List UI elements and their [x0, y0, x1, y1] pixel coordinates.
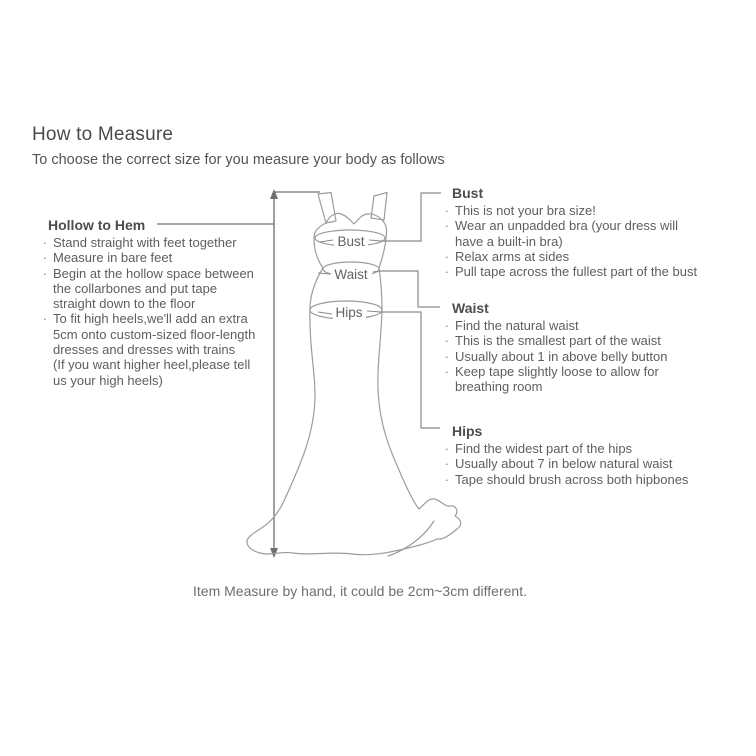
instruction-line — [442, 453, 747, 472]
bust-instructions — [442, 200, 747, 280]
instruction-text: dresses and dresses with trains — [53, 342, 236, 358]
instruction-text: breathing room — [455, 379, 543, 395]
instruction-text: Find the natural waist — [455, 318, 579, 333]
header — [32, 124, 445, 168]
waist-dress-label: Waist — [334, 267, 368, 282]
page-title: How to Measure — [32, 124, 174, 145]
instruction-line — [40, 296, 275, 311]
instruction-line — [40, 327, 275, 342]
bullet-dot: . — [445, 438, 449, 453]
dress-hem — [260, 539, 437, 555]
instruction-text: (If you want higher heel,please tell — [53, 357, 251, 373]
waist-heading: Waist — [452, 300, 489, 316]
bullet-dot: . — [445, 215, 449, 231]
bust-dress-label: Bust — [337, 234, 365, 249]
bust-heading: Bust — [452, 185, 484, 201]
hollow-to-hem-section — [40, 217, 275, 388]
bullet-dot: . — [43, 247, 47, 263]
instruction-line — [40, 342, 275, 357]
instruction-line — [442, 468, 747, 487]
instruction-text: This is the smallest part of the waist — [455, 333, 661, 349]
instruction-text: Usually about 7 in below natural waist — [455, 456, 673, 472]
instruction-line — [40, 357, 275, 372]
instruction-text: straight down to the floor — [53, 296, 196, 312]
bullet-dot: . — [445, 315, 449, 330]
instruction-line — [442, 438, 747, 456]
hips-dress-label: Hips — [335, 305, 363, 320]
bullet-dot: . — [445, 453, 449, 469]
instruction-line — [442, 234, 747, 249]
instruction-text: Relax arms at sides — [455, 248, 570, 264]
instruction-line — [40, 281, 275, 296]
instruction-line — [40, 232, 275, 250]
instruction-line — [40, 373, 275, 388]
page-subtitle: To choose the correct size for you measure your body as follows — [32, 152, 445, 168]
instruction-text: Usually about 1 in above belly button — [455, 348, 668, 364]
bullet-dot: . — [445, 200, 449, 215]
instruction-line — [442, 261, 747, 280]
waist-instructions — [442, 315, 747, 395]
waist-connector-line — [379, 271, 440, 307]
instruction-text: To fit high heels,we'll add an extra — [53, 311, 248, 327]
bullet-dot: . — [445, 330, 449, 346]
instruction-text: Stand straight with feet together — [53, 235, 237, 250]
instruction-line — [442, 379, 747, 394]
hips-section — [442, 423, 747, 487]
bullet-dot: . — [445, 468, 449, 484]
instruction-text: Wear an unpadded bra (your dress will — [455, 218, 679, 234]
instruction-line — [40, 262, 275, 281]
instruction-line — [442, 360, 747, 379]
instruction-line — [40, 308, 275, 327]
measurement-disclaimer: Item Measure by hand, it could be 2cm~3cm different. — [193, 583, 527, 599]
instruction-text: Find the widest part of the hips — [455, 441, 633, 456]
instruction-text: Keep tape slightly loose to allow for — [455, 363, 659, 379]
instruction-line — [40, 247, 275, 266]
instruction-text: the collarbones and put tape — [53, 280, 218, 296]
instruction-text: Begin at the hollow space between — [53, 265, 254, 281]
bullet-dot: . — [445, 360, 449, 376]
instruction-text: have a built-in bra) — [455, 233, 563, 249]
instruction-text: Pull tape across the fullest part of the bust — [455, 264, 698, 280]
bullet-dot: . — [43, 232, 47, 247]
instruction-line — [442, 200, 747, 218]
bullet-dot: . — [43, 308, 47, 324]
instruction-text: Tape should brush across both hipbones — [455, 471, 689, 487]
dress-left-strap — [318, 193, 336, 224]
bullet-dot: . — [445, 261, 449, 277]
arrow-up-icon — [270, 189, 278, 199]
bullet-dot: . — [445, 345, 449, 361]
instruction-text: This is not your bra size! — [455, 203, 596, 218]
dress-right-strap — [371, 193, 387, 221]
instruction-line — [442, 330, 747, 349]
waist-section — [442, 300, 747, 394]
instruction-text: 5cm onto custom-sized floor-length — [53, 326, 256, 342]
hollow-to-hem-heading: Hollow to Hem — [48, 217, 146, 233]
instruction-line — [442, 315, 747, 333]
hips-heading: Hips — [452, 423, 483, 439]
hips-connector-line — [381, 312, 440, 428]
instruction-text: Measure in bare feet — [53, 250, 173, 266]
hollow-to-hem-instructions — [40, 232, 275, 388]
bust-section — [442, 185, 747, 279]
dress-label-plates — [318, 233, 382, 320]
instruction-line — [442, 245, 747, 264]
instruction-line — [442, 345, 747, 364]
connector-lines — [379, 193, 441, 428]
hips-instructions — [442, 438, 747, 487]
bullet-dot: . — [445, 245, 449, 261]
instruction-line — [442, 215, 747, 234]
instruction-text: us your high heels) — [53, 372, 163, 388]
bust-connector-line — [382, 193, 441, 241]
bullet-dot: . — [43, 262, 47, 278]
